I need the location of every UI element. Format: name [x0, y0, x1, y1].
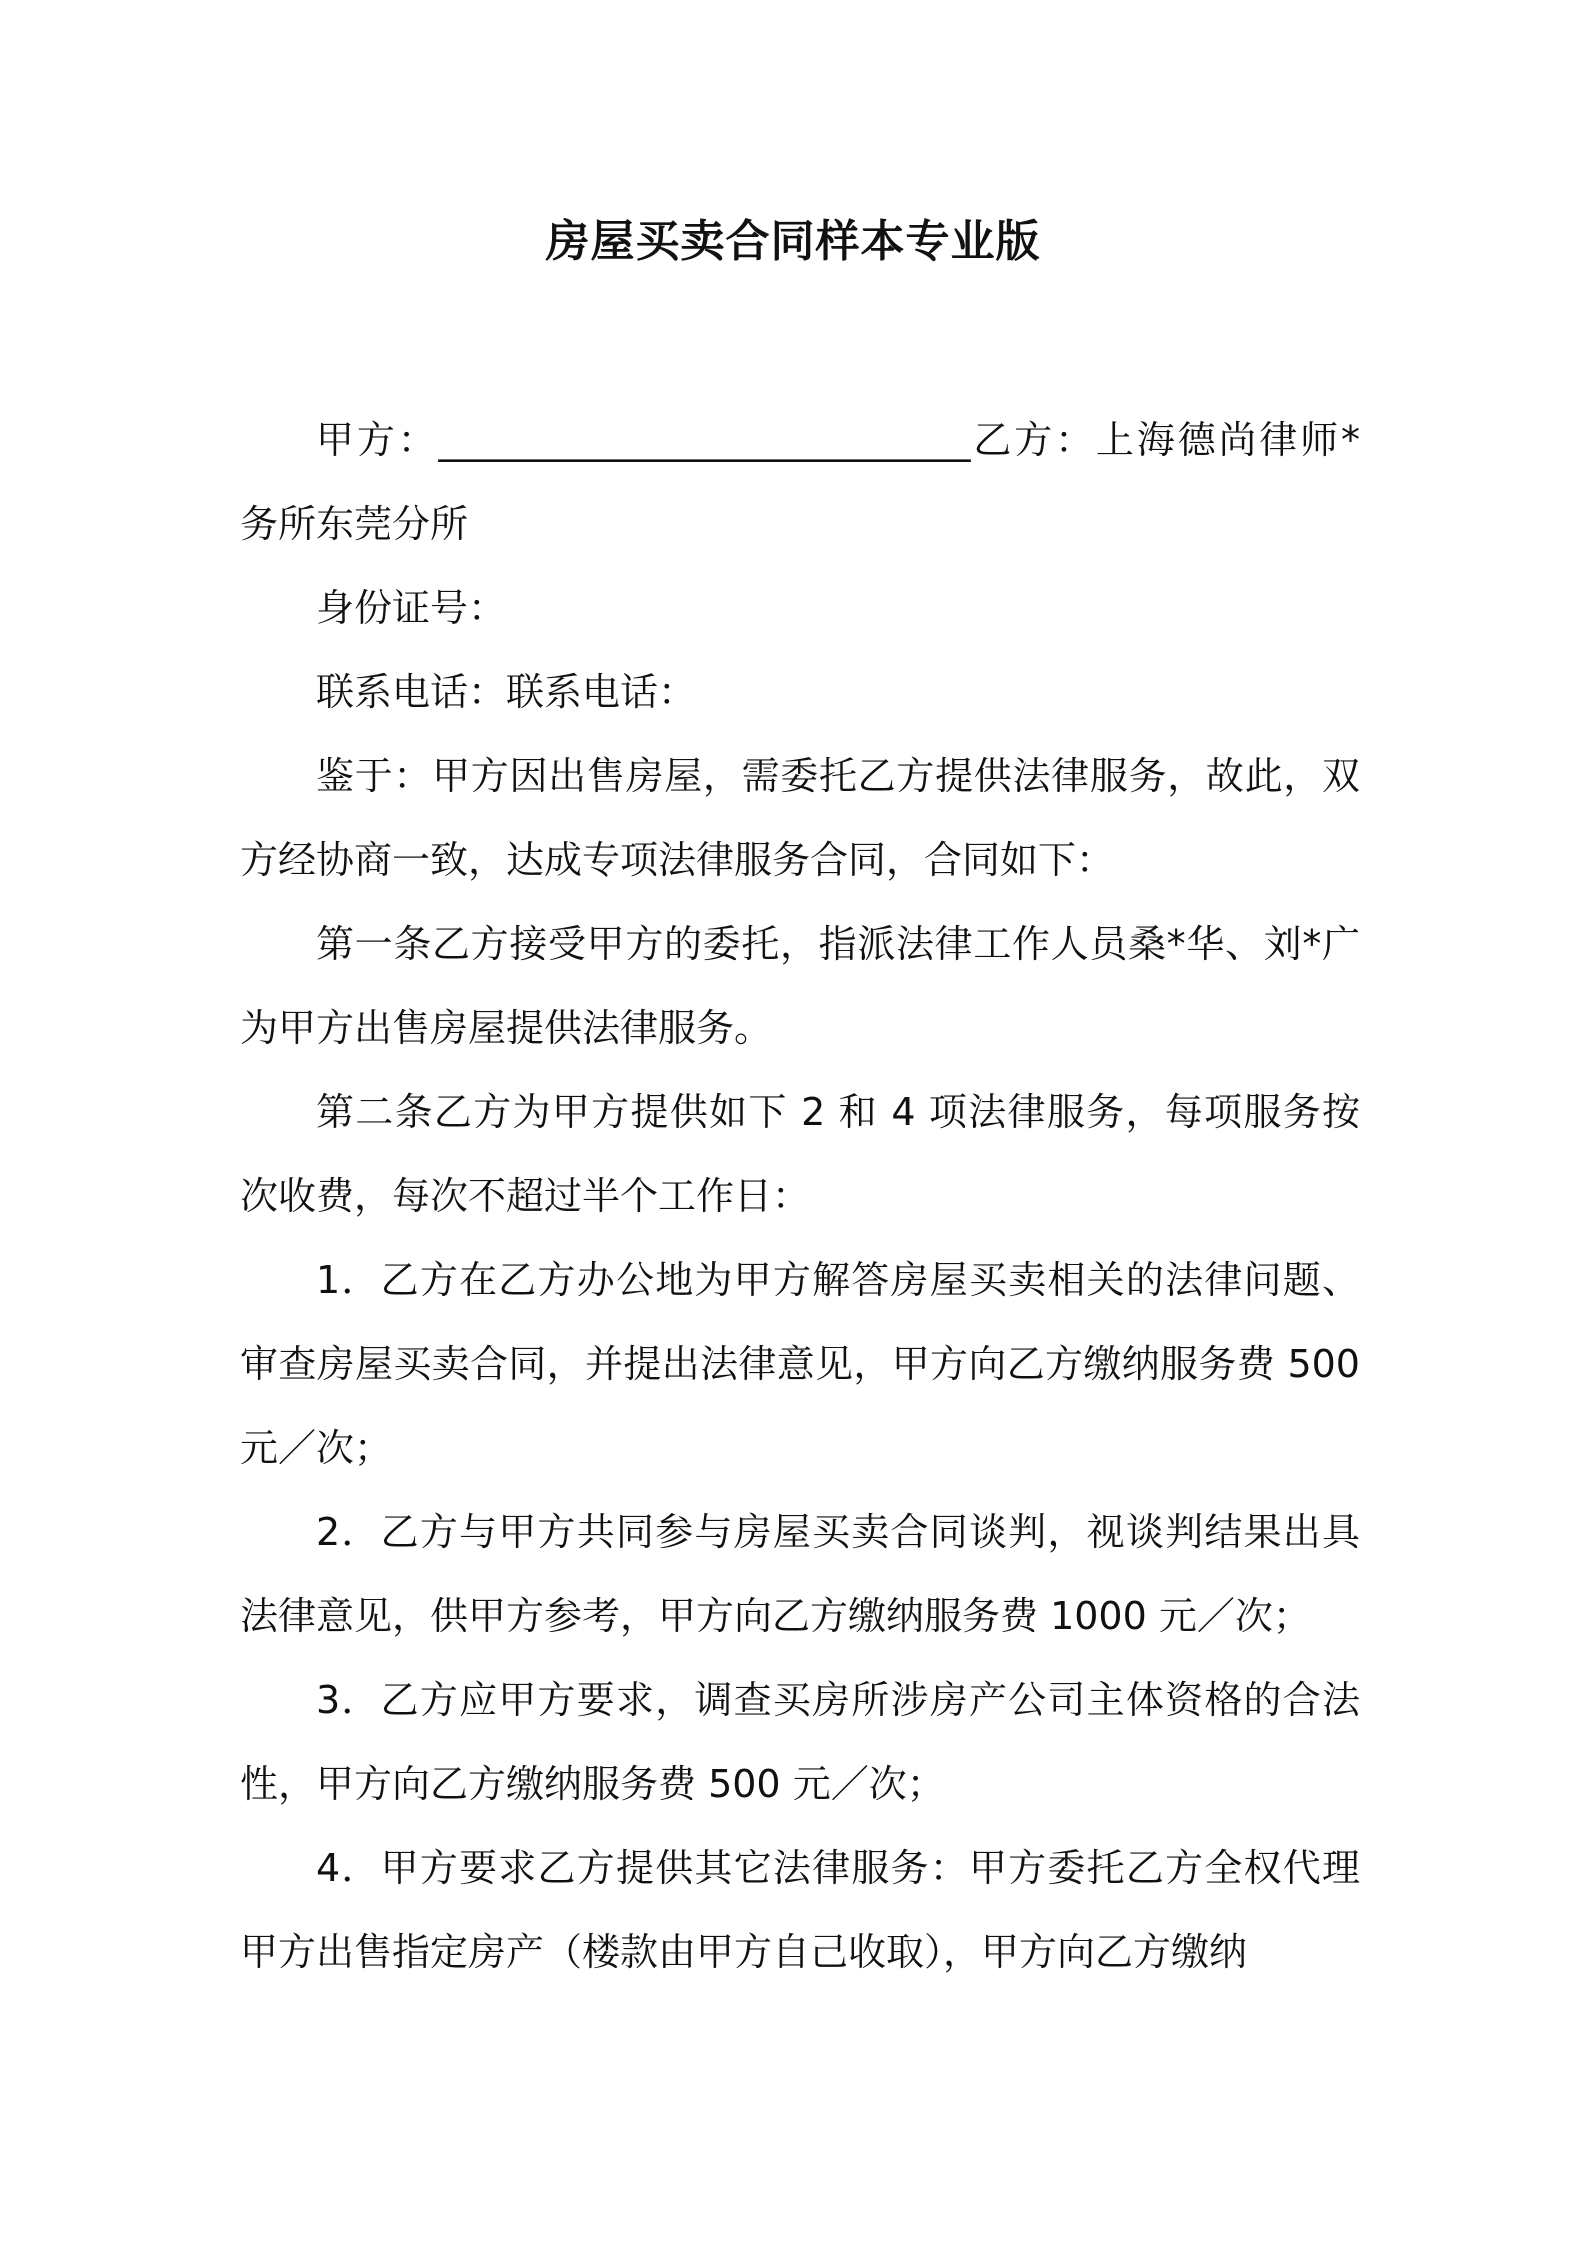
- service-item-4: 4．甲方要求乙方提供其它法律服务：甲方委托乙方全权代理甲方出售指定房产（楼款由甲方自己收取），甲方向乙方缴纳: [240, 1846, 1360, 1974]
- service-item-1: 1．乙方在乙方办公地为甲方解答房屋买卖相关的法律问题、审查房屋买卖合同，并提出法律意见，甲方向乙方缴纳服务费 500 元／次；: [240, 1258, 1360, 1470]
- service-item-2: 2．乙方与甲方共同参与房屋买卖合同谈判，视谈判结果出具法律意见，供甲方参考，甲方向乙方缴纳服务费 1000 元／次；: [240, 1510, 1360, 1638]
- id-number-line: 身份证号：: [316, 586, 507, 630]
- document-body: [240, 398, 1360, 1994]
- article-1: 第一条乙方接受甲方的委托，指派法律工作人员桑*华、刘*广为甲方出售房屋提供法律服务。: [240, 922, 1360, 1050]
- service-item-3: 3．乙方应甲方要求，调查买房所涉房产公司主体资格的合法性，甲方向乙方缴纳服务费 500 元／次；: [240, 1678, 1360, 1806]
- whereas-clause: 鉴于：甲方因出售房屋，需委托乙方提供法律服务，故此，双方经协商一致，达成专项法律服务合同，合同如下：: [240, 754, 1360, 882]
- contact-phone-line: 联系电话：联系电话：: [316, 670, 697, 714]
- document-title: 房屋买卖合同样本专业版: [545, 216, 1041, 267]
- article-2: 第二条乙方为甲方提供如下 2 和 4 项法律服务，每项服务按次收费，每次不超过半个工作日：: [240, 1090, 1360, 1218]
- party-line: 甲方：____________________________乙方：上海德尚律师*务所东莞分所: [240, 418, 1360, 546]
